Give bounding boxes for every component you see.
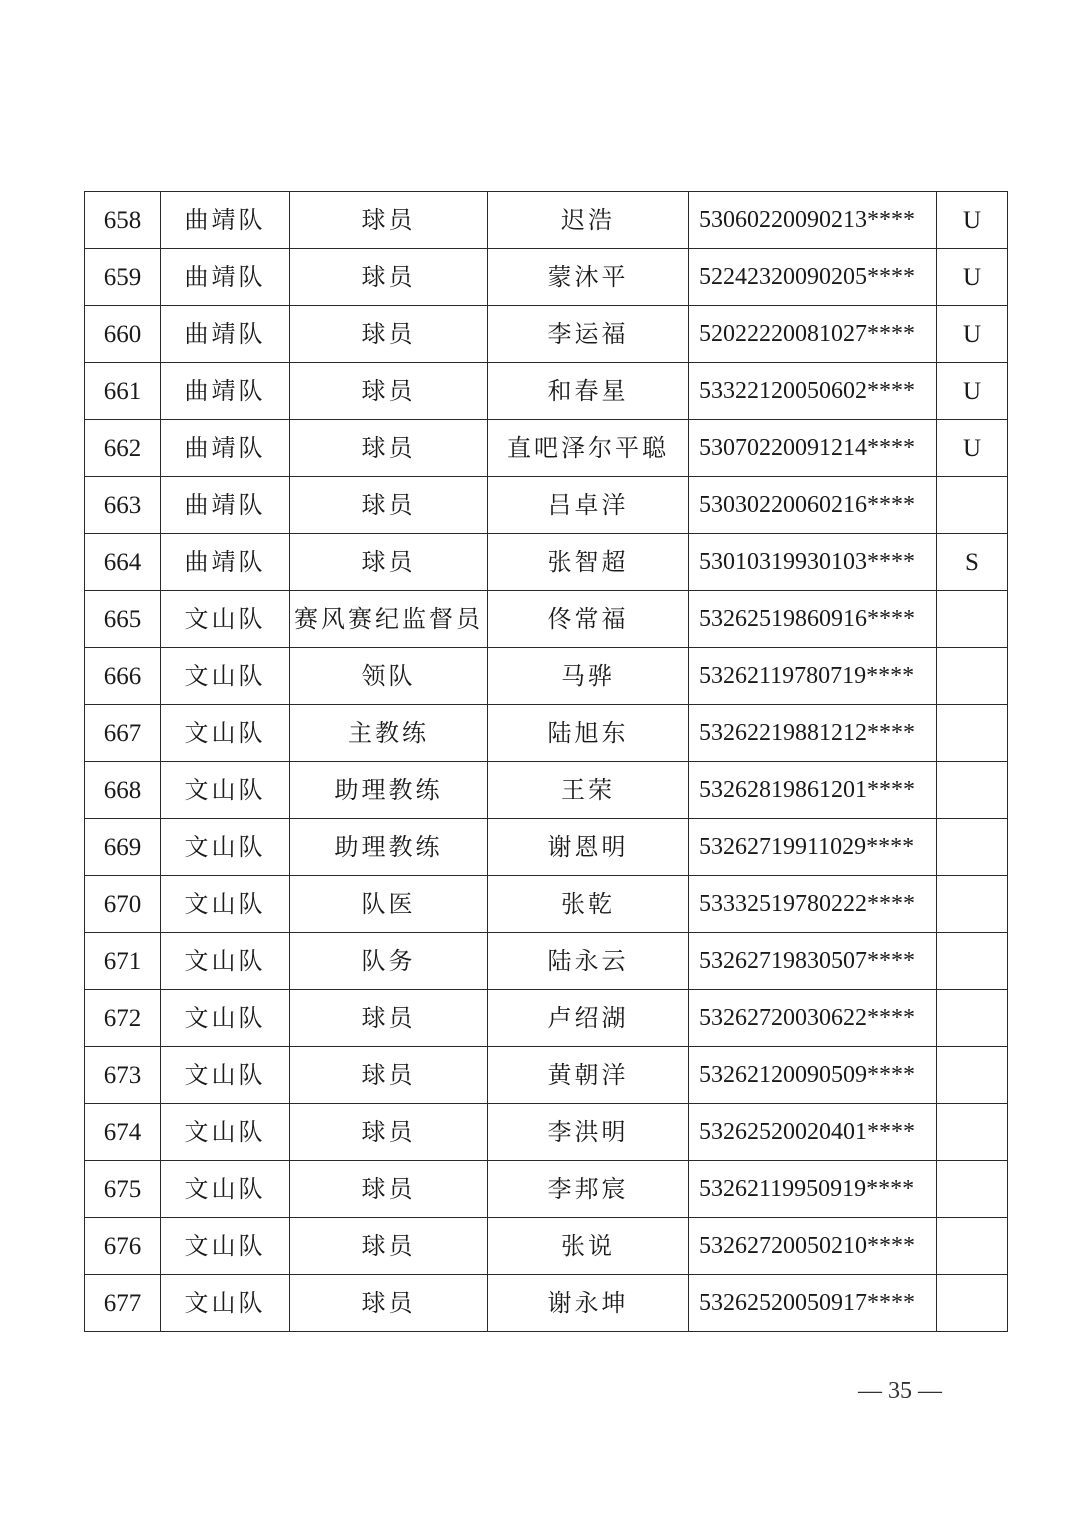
id-number-cell: 53262520020401**** <box>689 1104 937 1161</box>
table-row <box>85 420 1008 477</box>
row-number: 673 <box>85 1047 161 1104</box>
table-row <box>85 990 1008 1047</box>
row-number: 676 <box>85 1218 161 1275</box>
role-cell: 球员 <box>290 477 488 534</box>
person-name-cell: 张智超 <box>488 534 689 591</box>
team-cell: 曲靖队 <box>161 420 290 477</box>
person-name-cell: 张乾 <box>488 876 689 933</box>
category-flag-cell: U <box>937 363 1008 420</box>
id-number-cell: 53262720050210**** <box>689 1218 937 1275</box>
team-cell: 文山队 <box>161 819 290 876</box>
person-name-cell: 谢恩明 <box>488 819 689 876</box>
team-cell: 文山队 <box>161 648 290 705</box>
roster-table-body <box>85 192 1008 1332</box>
table-row <box>85 477 1008 534</box>
table-row <box>85 1047 1008 1104</box>
person-name-cell: 张说 <box>488 1218 689 1275</box>
person-name-cell: 吕卓洋 <box>488 477 689 534</box>
table-row <box>85 306 1008 363</box>
role-cell: 球员 <box>290 420 488 477</box>
table-row <box>85 1104 1008 1161</box>
table-row <box>85 363 1008 420</box>
role-cell: 球员 <box>290 306 488 363</box>
id-number-cell: 53060220090213**** <box>689 192 937 249</box>
team-cell: 曲靖队 <box>161 306 290 363</box>
team-cell: 文山队 <box>161 1104 290 1161</box>
row-number: 674 <box>85 1104 161 1161</box>
id-number-cell: 53322120050602**** <box>689 363 937 420</box>
table-row <box>85 192 1008 249</box>
table-row <box>85 933 1008 990</box>
row-number: 663 <box>85 477 161 534</box>
team-cell: 文山队 <box>161 876 290 933</box>
row-number: 675 <box>85 1161 161 1218</box>
row-number: 666 <box>85 648 161 705</box>
row-number: 677 <box>85 1275 161 1332</box>
role-cell: 球员 <box>290 990 488 1047</box>
person-name-cell: 李邦宸 <box>488 1161 689 1218</box>
id-number-cell: 53262519860916**** <box>689 591 937 648</box>
category-flag-cell <box>937 1104 1008 1161</box>
role-cell: 助理教练 <box>290 819 488 876</box>
role-cell: 助理教练 <box>290 762 488 819</box>
row-number: 664 <box>85 534 161 591</box>
role-cell: 球员 <box>290 1218 488 1275</box>
table-row <box>85 648 1008 705</box>
table-row <box>85 1218 1008 1275</box>
row-number: 662 <box>85 420 161 477</box>
id-number-cell: 53262119950919**** <box>689 1161 937 1218</box>
category-flag-cell <box>937 990 1008 1047</box>
category-flag-cell <box>937 762 1008 819</box>
table-row <box>85 591 1008 648</box>
role-cell: 领队 <box>290 648 488 705</box>
id-number-cell: 53262219881212**** <box>689 705 937 762</box>
id-number-cell: 53262720030622**** <box>689 990 937 1047</box>
id-number-cell: 53070220091214**** <box>689 420 937 477</box>
category-flag-cell <box>937 1161 1008 1218</box>
table-row <box>85 1275 1008 1332</box>
team-cell: 曲靖队 <box>161 534 290 591</box>
role-cell: 球员 <box>290 1161 488 1218</box>
id-number-cell: 53262119780719**** <box>689 648 937 705</box>
table-row <box>85 762 1008 819</box>
category-flag-cell: U <box>937 420 1008 477</box>
page-number: — 35 — <box>858 1378 942 1404</box>
category-flag-cell <box>937 591 1008 648</box>
row-number: 672 <box>85 990 161 1047</box>
roster-table <box>84 191 1008 1332</box>
row-number: 671 <box>85 933 161 990</box>
category-flag-cell <box>937 1275 1008 1332</box>
table-row <box>85 249 1008 306</box>
table-row <box>85 876 1008 933</box>
team-cell: 文山队 <box>161 933 290 990</box>
role-cell: 主教练 <box>290 705 488 762</box>
row-number: 658 <box>85 192 161 249</box>
role-cell: 球员 <box>290 1104 488 1161</box>
role-cell: 球员 <box>290 249 488 306</box>
person-name-cell: 佟常福 <box>488 591 689 648</box>
team-cell: 文山队 <box>161 762 290 819</box>
person-name-cell: 谢永坤 <box>488 1275 689 1332</box>
row-number: 659 <box>85 249 161 306</box>
category-flag-cell: U <box>937 306 1008 363</box>
person-name-cell: 蒙沐平 <box>488 249 689 306</box>
team-cell: 曲靖队 <box>161 192 290 249</box>
row-number: 660 <box>85 306 161 363</box>
person-name-cell: 李洪明 <box>488 1104 689 1161</box>
table-row <box>85 705 1008 762</box>
person-name-cell: 迟浩 <box>488 192 689 249</box>
row-number: 667 <box>85 705 161 762</box>
row-number: 670 <box>85 876 161 933</box>
team-cell: 文山队 <box>161 1218 290 1275</box>
person-name-cell: 王荣 <box>488 762 689 819</box>
category-flag-cell <box>937 1047 1008 1104</box>
role-cell: 球员 <box>290 1047 488 1104</box>
table-row <box>85 1161 1008 1218</box>
table-row <box>85 819 1008 876</box>
team-cell: 曲靖队 <box>161 363 290 420</box>
id-number-cell: 53262719830507**** <box>689 933 937 990</box>
id-number-cell: 53332519780222**** <box>689 876 937 933</box>
category-flag-cell <box>937 819 1008 876</box>
category-flag-cell: U <box>937 192 1008 249</box>
person-name-cell: 黄朝洋 <box>488 1047 689 1104</box>
team-cell: 文山队 <box>161 591 290 648</box>
category-flag-cell <box>937 1218 1008 1275</box>
team-cell: 文山队 <box>161 1275 290 1332</box>
team-cell: 文山队 <box>161 990 290 1047</box>
row-number: 668 <box>85 762 161 819</box>
role-cell: 球员 <box>290 363 488 420</box>
row-number: 661 <box>85 363 161 420</box>
id-number-cell: 53262819861201**** <box>689 762 937 819</box>
role-cell: 队医 <box>290 876 488 933</box>
team-cell: 文山队 <box>161 1047 290 1104</box>
role-cell: 球员 <box>290 534 488 591</box>
id-number-cell: 53262520050917**** <box>689 1275 937 1332</box>
team-cell: 文山队 <box>161 1161 290 1218</box>
id-number-cell: 53262719911029**** <box>689 819 937 876</box>
role-cell: 赛风赛纪监督员 <box>290 591 488 648</box>
person-name-cell: 陆永云 <box>488 933 689 990</box>
person-name-cell: 马骅 <box>488 648 689 705</box>
role-cell: 队务 <box>290 933 488 990</box>
team-cell: 曲靖队 <box>161 249 290 306</box>
row-number: 669 <box>85 819 161 876</box>
id-number-cell: 52242320090205**** <box>689 249 937 306</box>
id-number-cell: 52022220081027**** <box>689 306 937 363</box>
team-cell: 文山队 <box>161 705 290 762</box>
table-row <box>85 534 1008 591</box>
person-name-cell: 陆旭东 <box>488 705 689 762</box>
row-number: 665 <box>85 591 161 648</box>
person-name-cell: 卢绍湖 <box>488 990 689 1047</box>
person-name-cell: 直吧泽尔平聪 <box>488 420 689 477</box>
category-flag-cell <box>937 477 1008 534</box>
person-name-cell: 李运福 <box>488 306 689 363</box>
team-cell: 曲靖队 <box>161 477 290 534</box>
role-cell: 球员 <box>290 192 488 249</box>
category-flag-cell <box>937 648 1008 705</box>
category-flag-cell <box>937 876 1008 933</box>
category-flag-cell <box>937 933 1008 990</box>
id-number-cell: 53030220060216**** <box>689 477 937 534</box>
person-name-cell: 和春星 <box>488 363 689 420</box>
category-flag-cell: U <box>937 249 1008 306</box>
category-flag-cell: S <box>937 534 1008 591</box>
id-number-cell: 53262120090509**** <box>689 1047 937 1104</box>
role-cell: 球员 <box>290 1275 488 1332</box>
category-flag-cell <box>937 705 1008 762</box>
id-number-cell: 53010319930103**** <box>689 534 937 591</box>
